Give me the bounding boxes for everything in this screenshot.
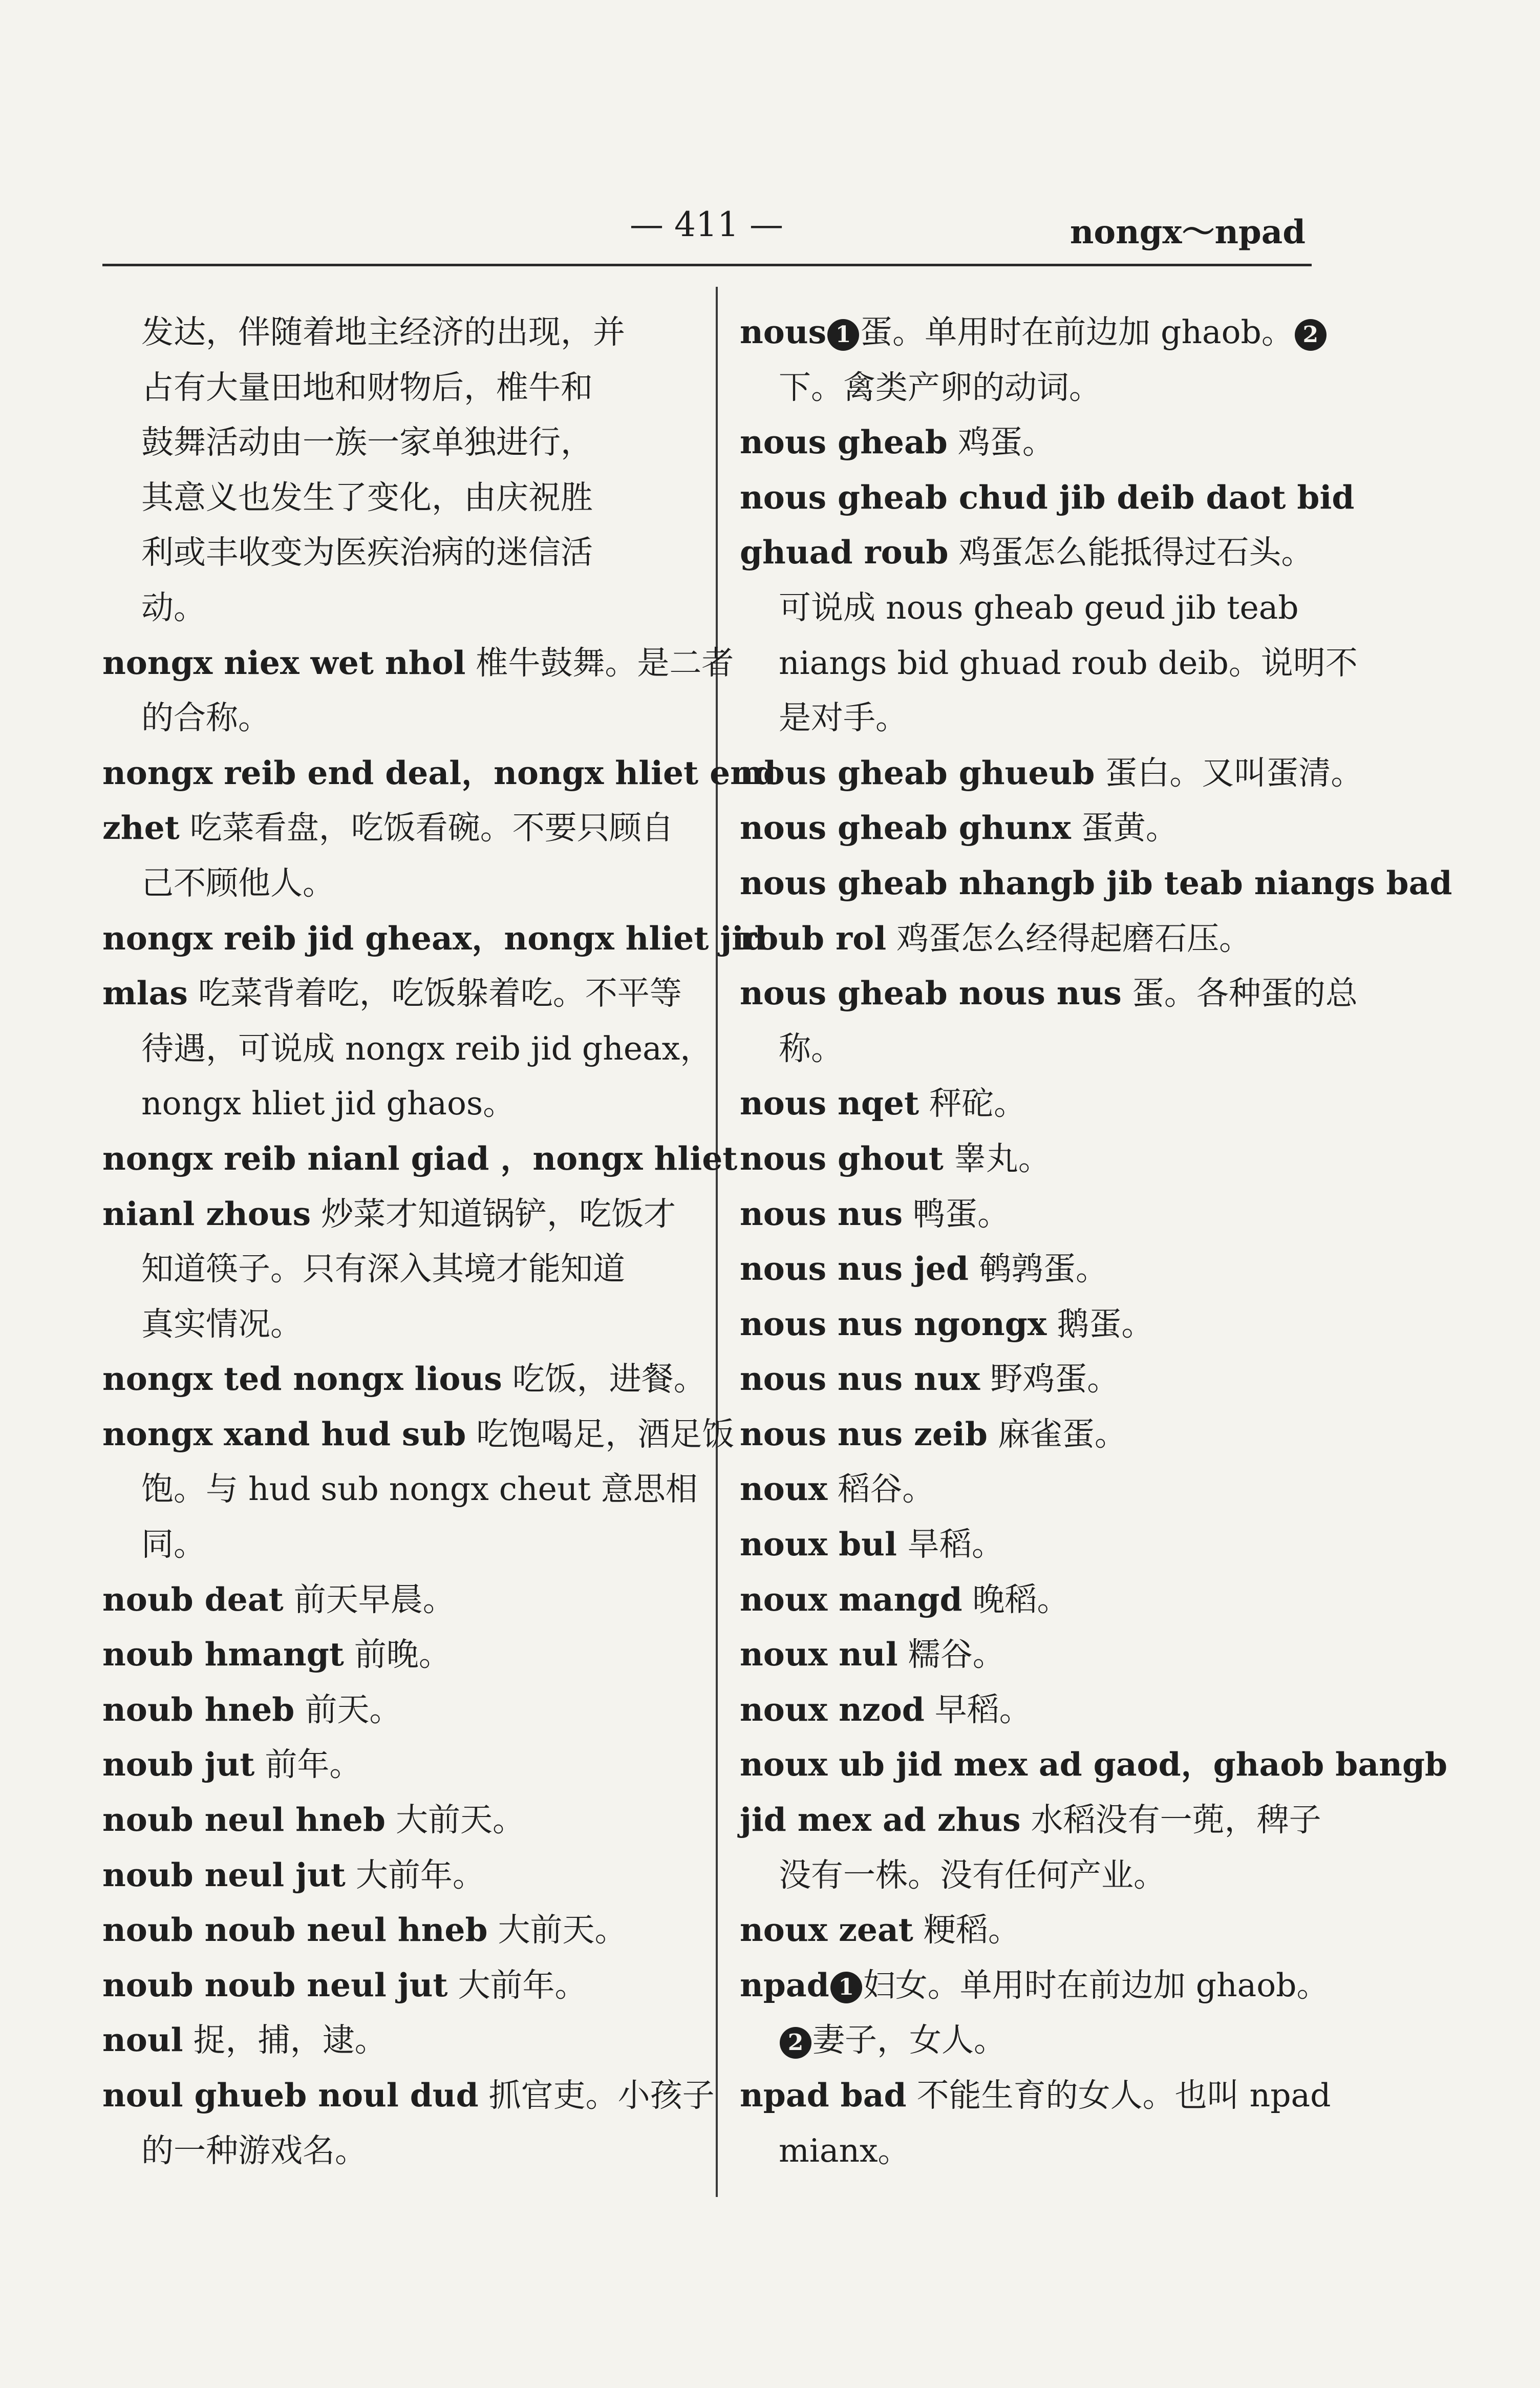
headword: noub hmangt <box>102 1635 344 1674</box>
definition-text: 野鸡蛋。 <box>980 1360 1120 1398</box>
entry-line <box>740 360 1339 415</box>
entry-line <box>740 1241 1339 1297</box>
entry-line <box>740 1682 1339 1738</box>
entry-line <box>102 415 701 470</box>
entry-line <box>740 1076 1339 1131</box>
entry-line <box>740 800 1339 856</box>
entry-line <box>102 690 701 746</box>
definition-text: 蛋。各种蛋的总 <box>1121 975 1358 1012</box>
entry-line <box>740 1297 1339 1352</box>
entry-line <box>102 1627 701 1682</box>
entry-line <box>102 1021 713 1076</box>
entry-line <box>740 1131 1339 1187</box>
headword: nous ghout <box>740 1139 944 1177</box>
entry-line <box>102 2013 701 2068</box>
entry-line <box>740 305 1339 360</box>
headword: nous gheab <box>740 423 948 461</box>
headword: nous nqet <box>740 1084 919 1123</box>
definition-text: 不能生育的女人。也叫 npad <box>906 2077 1331 2114</box>
definition-text: 捉，捕，逮。 <box>183 2021 387 2059</box>
definition-text: 吃菜看盘，吃饭看碗。不要只顾自 <box>179 809 674 847</box>
headword: noub jut <box>102 1745 255 1784</box>
definition-text: 是对手。 <box>779 699 908 737</box>
left-column <box>102 305 777 2178</box>
headword: noux <box>740 1470 828 1508</box>
headword: nous nus nux <box>740 1360 980 1398</box>
definition-text: 蛋。单用时在前边加 ghaob。 <box>860 313 1294 351</box>
definition-text: 大前天。 <box>487 1911 627 1949</box>
entry-line <box>740 856 1452 911</box>
entry-line <box>102 636 734 691</box>
definition-text: 稻谷。 <box>827 1470 935 1508</box>
sense-number: 1 <box>827 319 859 351</box>
headword: mlas <box>102 974 188 1012</box>
definition-text: 麻雀蛋。 <box>987 1415 1127 1453</box>
definition-text: 蛋黄。 <box>1071 809 1178 847</box>
headword: nongx reib end deal，nongx hliet end <box>102 753 777 792</box>
definition-text: 下。禽类产卵的动词。 <box>779 368 1101 406</box>
headword: nous gheab ghueub <box>740 753 1095 792</box>
headword: nongx niex wet nhol <box>102 643 466 682</box>
entry-line <box>740 470 1355 525</box>
definition-text: 吃饭，进餐。 <box>502 1360 706 1398</box>
definition-text: 鸡蛋怎么经得起磨石压。 <box>886 919 1252 957</box>
definition-text: 鸡蛋怎么能抵得过石头。 <box>948 534 1314 572</box>
headword: nous gheab nous nus <box>740 974 1122 1012</box>
entry-line <box>102 1737 701 1792</box>
headword: roub rol <box>740 919 887 957</box>
entry-line <box>740 2123 1339 2179</box>
headword: nianl zhous <box>102 1194 311 1233</box>
definition-text: 秤砣。 <box>919 1085 1026 1123</box>
entry-line <box>102 1903 701 1958</box>
definition-text: 称。 <box>779 1029 843 1067</box>
definition-text: 妇女。单用时在前边加 ghaob。 <box>863 1966 1329 2004</box>
entry-line <box>740 1572 1339 1628</box>
page-header <box>102 195 1311 251</box>
right-column <box>740 305 1452 2178</box>
definition-text: 晚稻。 <box>962 1580 1070 1618</box>
entry-line <box>102 1517 701 1572</box>
definition-text: 可说成 nous gheab geud jib teab <box>779 588 1299 626</box>
entry-line <box>740 2068 1339 2123</box>
headword: noux ub jid mex ad gaod，ghaob bangb <box>740 1745 1448 1784</box>
entry-line <box>740 1792 1339 1848</box>
definition-text: 己不顾他人。 <box>141 864 335 902</box>
definition-text: niangs bid ghuad roub deib。说明不 <box>779 644 1358 682</box>
entry-line <box>102 580 701 636</box>
entry-line <box>102 911 767 966</box>
definition-text: 抓官吏。小孩子 <box>478 2077 715 2114</box>
definition-text: 粳稻。 <box>913 1911 1020 1949</box>
entry-line <box>102 1187 701 1242</box>
definition-text: 前晚。 <box>344 1636 451 1674</box>
page-number: — 411 — <box>630 205 783 244</box>
definition-text: mianx。 <box>779 2131 910 2169</box>
entry-line <box>740 636 1358 691</box>
definition-text: 吃菜背着吃，吃饭躲着吃。不平等 <box>187 975 682 1012</box>
headword: nous nus ngongx <box>740 1304 1047 1343</box>
entry-line <box>102 305 701 360</box>
definition-text: 其意义也发生了变化，由庆祝胜 <box>141 478 593 516</box>
entry-line <box>102 1297 701 1352</box>
entry-line <box>740 690 1339 746</box>
entry-line <box>740 1903 1339 1958</box>
definition-text: 蛋白。又叫蛋清。 <box>1095 754 1363 792</box>
definition-text: 饱。与 hud sub nongx cheut 意思相 <box>141 1470 698 1508</box>
entry-line <box>740 1958 1339 2013</box>
definition-text: 占有大量田地和财物后，椎牛和 <box>141 368 593 406</box>
definition-text: nongx hliet jid ghaos。 <box>141 1085 516 1123</box>
headword: jid mex ad zhus <box>740 1801 1021 1839</box>
definition-text: 前天。 <box>294 1690 402 1728</box>
definition-text: 大前年。 <box>447 1966 587 2004</box>
definition-text: 妻子，女人。 <box>812 2021 1006 2059</box>
definition-text: 鸡蛋。 <box>947 424 1055 461</box>
entry-line <box>102 966 701 1021</box>
definition-text: 吃饱喝足，酒足饭 <box>466 1415 735 1453</box>
headword: nous nus zeib <box>740 1414 988 1453</box>
entry-line <box>102 856 701 911</box>
definition-text: 椎牛鼓舞。是二者 <box>465 644 734 682</box>
headword: zhet <box>102 809 180 847</box>
entry-line <box>740 1407 1339 1462</box>
running-head: nongx～npad <box>1070 213 1306 251</box>
entry-line <box>740 911 1339 966</box>
entry-line <box>102 1462 701 1517</box>
definition-text: 鼓舞活动由一族一家单独进行， <box>141 424 593 461</box>
headword: noux zeat <box>740 1911 913 1949</box>
headword: noux mangd <box>740 1580 963 1618</box>
entry-line <box>740 746 1363 801</box>
sense-number: 1 <box>830 1972 862 2003</box>
headword: noub deat <box>102 1580 284 1618</box>
definition-text: 水稻没有一蔸，稗子 <box>1020 1801 1321 1839</box>
headword: nongx ted nongx lious <box>102 1360 502 1398</box>
entry-line <box>740 1187 1339 1242</box>
headword: noul <box>102 2021 183 2059</box>
definition-text: 真实情况。 <box>141 1305 303 1343</box>
entry-line <box>102 746 777 801</box>
definition-text: 睾丸。 <box>943 1139 1051 1177</box>
entry-line <box>102 1351 706 1407</box>
entry-line <box>740 1848 1339 1903</box>
definition-text: 利或丰收变为医疾治病的迷信活 <box>141 534 593 572</box>
definition-text: 炒菜才知道锅铲，吃饭才 <box>311 1195 676 1233</box>
headword: noub neul jut <box>102 1855 346 1894</box>
definition-text: 大前天。 <box>385 1801 525 1839</box>
entry-line <box>740 525 1339 580</box>
headword: noul ghueb noul dud <box>102 2076 479 2114</box>
definition-text: 鹌鹑蛋。 <box>968 1250 1108 1288</box>
sense-number: 2 <box>1295 319 1327 351</box>
headword: nongx reib jid gheax，nongx hliet jid <box>102 919 767 957</box>
definition-text: 的合称。 <box>141 699 270 737</box>
header-rule <box>102 264 1312 266</box>
entry-line <box>740 966 1358 1021</box>
headword: npad bad <box>740 2076 907 2114</box>
definition-text: 糯谷。 <box>897 1636 1005 1674</box>
definition-text: 待遇，可说成 nongx reib jid gheax， <box>141 1029 713 1067</box>
entry-line <box>102 1076 701 1131</box>
definition-text: 前年。 <box>254 1746 362 1784</box>
entry-line <box>102 2068 715 2123</box>
headword: nous nus <box>740 1194 903 1233</box>
definition-text: 大前年。 <box>345 1856 485 1894</box>
headword: ghuad roub <box>740 533 949 572</box>
headword: noub neul hneb <box>102 1801 386 1839</box>
entry-line <box>740 1021 1339 1076</box>
entry-line <box>740 2013 1339 2068</box>
entry-line <box>102 1792 701 1848</box>
entry-line <box>102 1848 701 1903</box>
entry-line <box>740 1517 1339 1572</box>
headword: nous gheab chud jib deib daot bid <box>740 478 1355 516</box>
entry-line <box>102 525 701 580</box>
entry-line <box>740 1462 1339 1517</box>
definition-text: 鹅蛋。 <box>1046 1305 1154 1343</box>
column-divider <box>716 287 718 2197</box>
definition-text: 动。 <box>141 588 206 626</box>
definition-text: 旱稻。 <box>896 1526 1004 1563</box>
entry-line <box>102 1241 701 1297</box>
entry-line <box>740 580 1339 636</box>
headword: npad <box>740 1966 829 2004</box>
definition-text: 的一种游戏名。 <box>141 2131 367 2169</box>
entry-line <box>102 1572 701 1628</box>
headword: noub noub neul hneb <box>102 1911 488 1949</box>
headword: noub hneb <box>102 1690 295 1728</box>
headword: nous nus jed <box>740 1250 969 1288</box>
sense-number: 2 <box>780 2027 811 2059</box>
definition-text: 前天早晨。 <box>283 1580 455 1618</box>
entry-line <box>740 415 1339 470</box>
entry-line <box>102 2123 701 2179</box>
headword: nongx reib nianl giad ，nongx hliet <box>102 1139 738 1177</box>
headword: noux nzod <box>740 1690 925 1728</box>
entry-line <box>102 470 701 525</box>
entry-line <box>740 1351 1339 1407</box>
definition-text: 发达，伴随着地主经济的出现，并 <box>141 313 625 351</box>
entry-line <box>740 1737 1448 1792</box>
entry-line <box>102 800 701 856</box>
entry-line <box>102 360 701 415</box>
headword: noux bul <box>740 1525 897 1563</box>
definition-text: 知道筷子。只有深入其境才能知道 <box>141 1250 625 1288</box>
headword: noub noub neul jut <box>102 1966 448 2004</box>
definition-text: 没有一株。没有任何产业。 <box>779 1856 1166 1894</box>
entry-line <box>102 1682 701 1738</box>
entry-line <box>102 1407 735 1462</box>
headword: nongx xand hud sub <box>102 1414 466 1453</box>
entry-line <box>102 1958 701 2013</box>
definition-text: 同。 <box>141 1526 206 1563</box>
definition-text: 鸭蛋。 <box>903 1195 1010 1233</box>
headword: nous gheab nhangb jib teab niangs bad <box>740 863 1452 902</box>
headword: noux nul <box>740 1635 898 1674</box>
definition-text: 早稻。 <box>924 1690 1032 1728</box>
entry-line <box>740 1627 1339 1682</box>
entry-line <box>102 1131 738 1187</box>
headword: nous gheab ghunx <box>740 809 1071 847</box>
headword: nous <box>740 313 827 351</box>
